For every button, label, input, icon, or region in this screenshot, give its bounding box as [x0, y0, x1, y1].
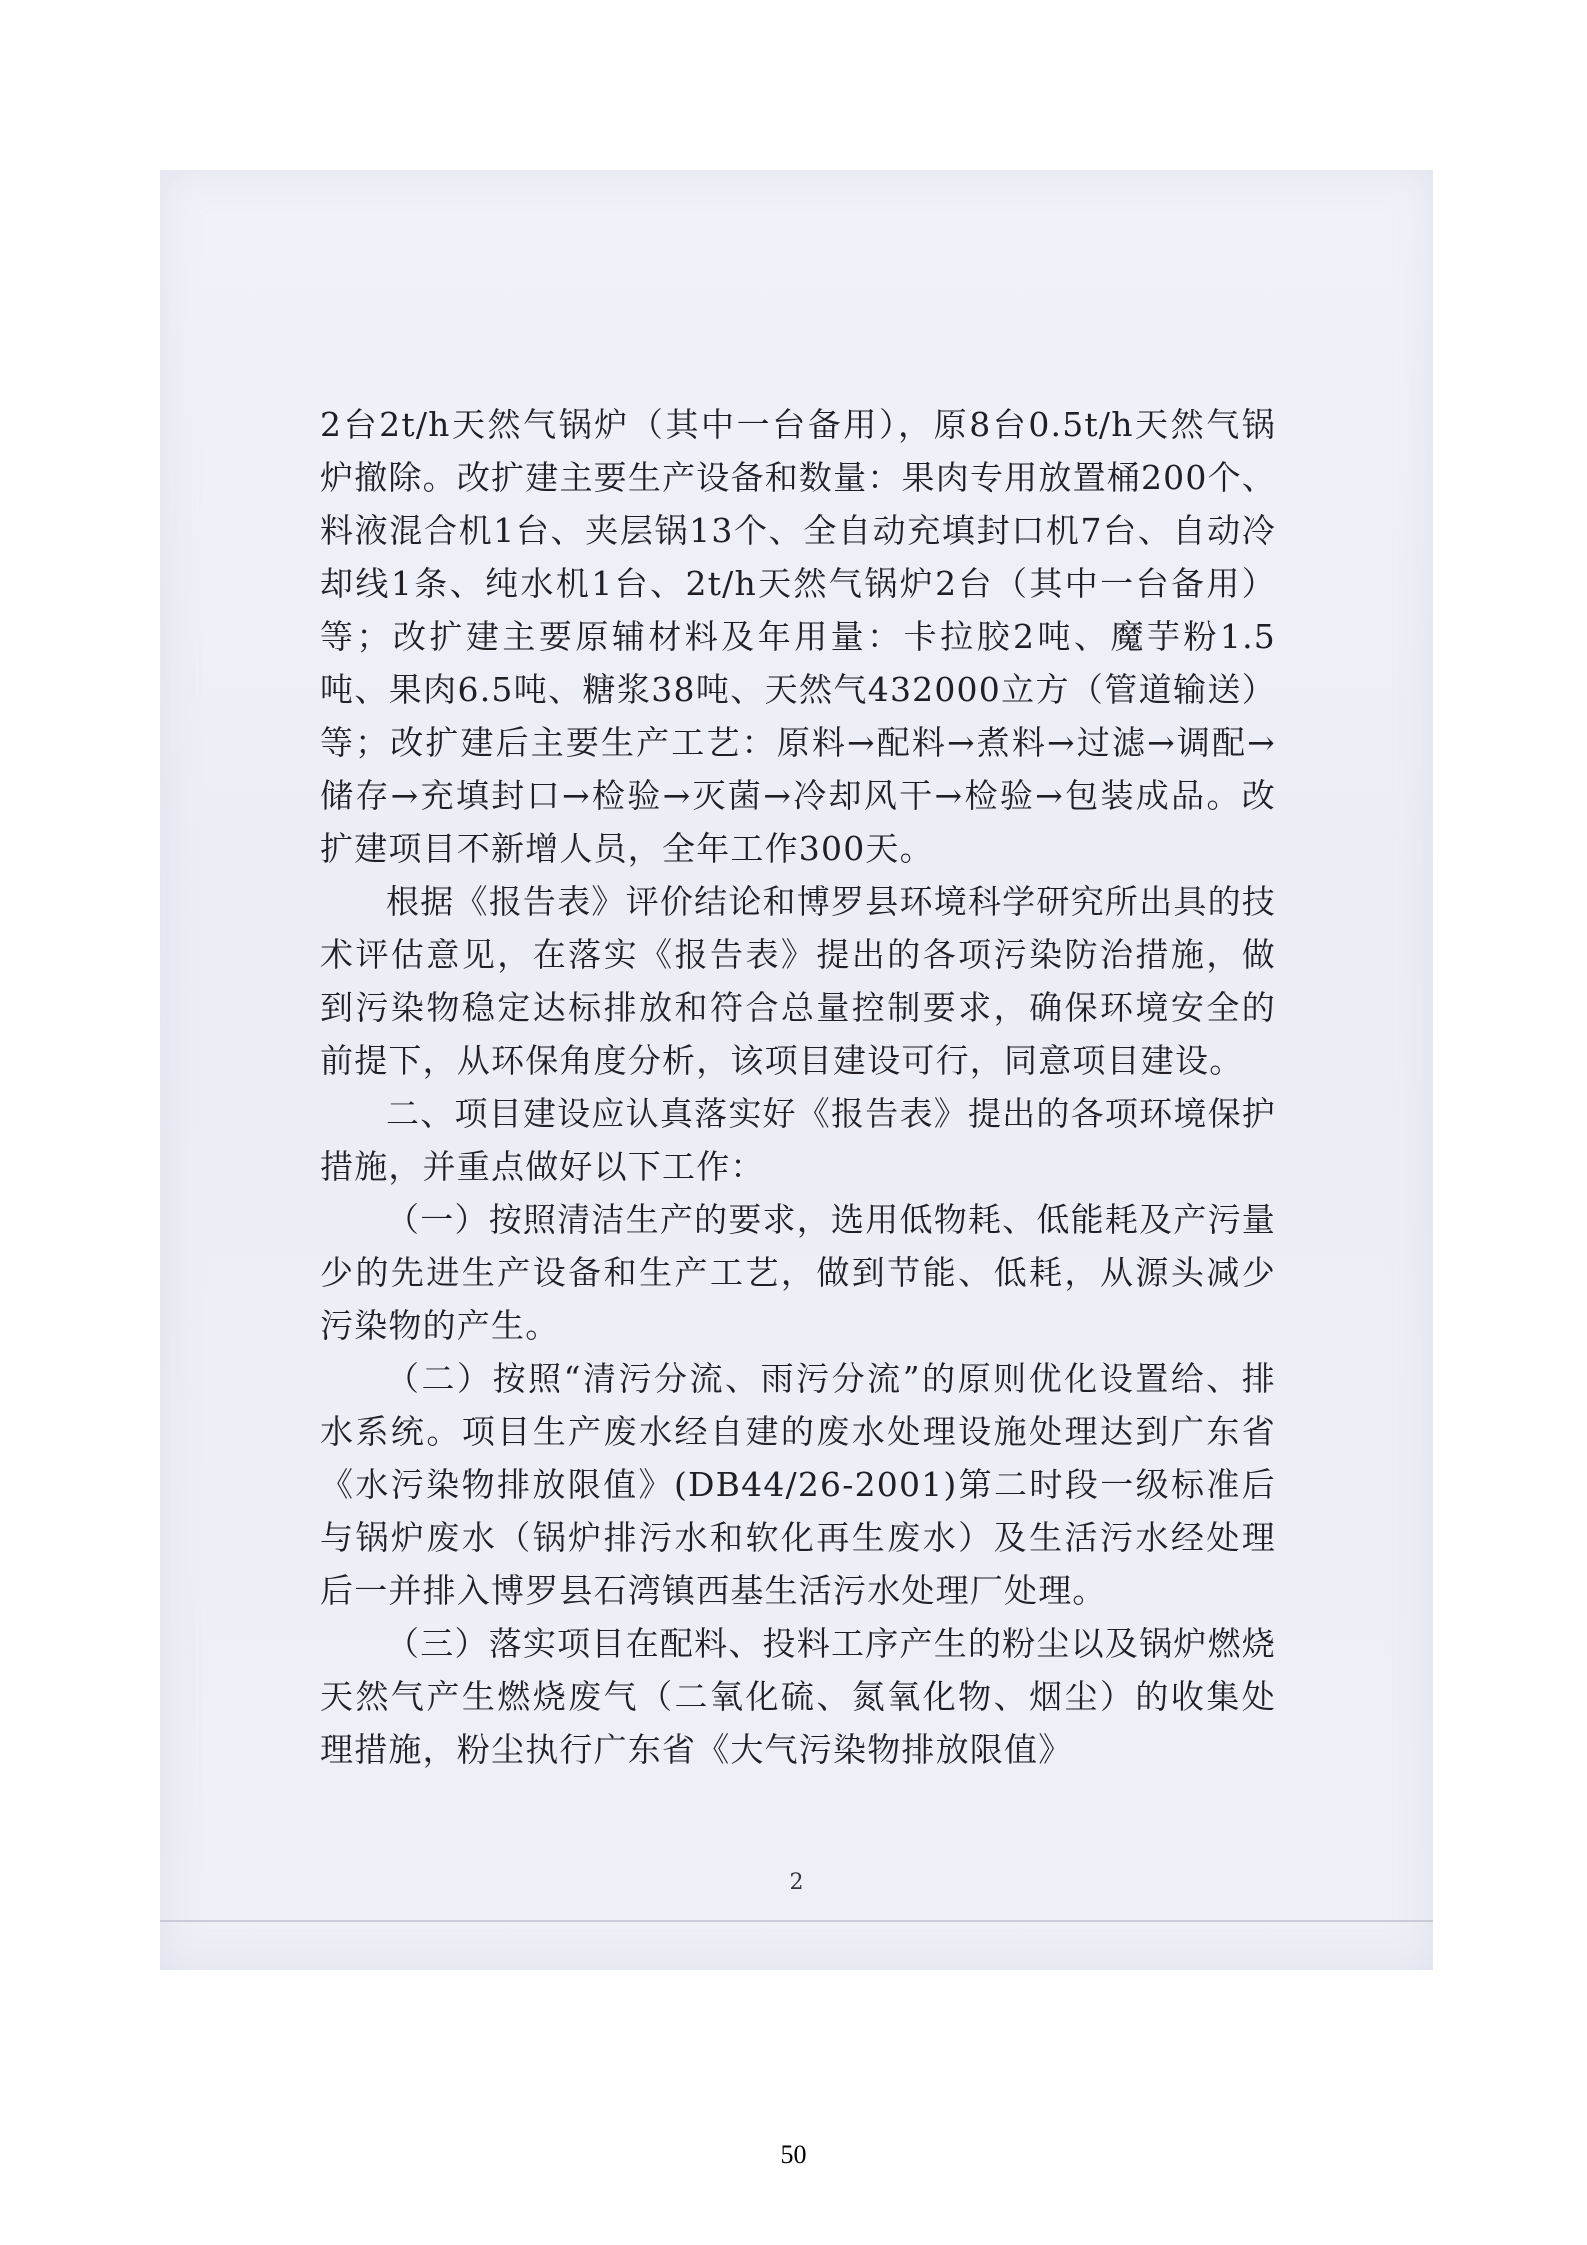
paragraph-6: （三）落实项目在配料、投料工序产生的粉尘以及锅炉燃烧天然气产生燃烧废气（二氧化硫、氮氧化物、烟尘）的收集处理措施，粉尘执行广东省《大气污染物排放限值》 [320, 1624, 1276, 1769]
scan-edge-divider [160, 1920, 1433, 1922]
paragraph-1: 2台2t/h天然气锅炉（其中一台备用），原8台0.5t/h天然气锅炉撤除。改扩建主要生产设备和数量：果肉专用放置桶200个、料液混合机1台、夹层锅13个、全自动充填封口机7台、自动冷却线1条、纯水机1台、2t/h天然气锅炉2台（其中一台备用）等；改扩建主要原辅材料及年用量：卡拉胶2吨、魔芋粉1.5吨、果肉6.5吨、糖浆38吨、天然气432000立方（管道输送）等；改扩建后主要生产工艺：原料→配料→煮料→过滤→调配→储存→充填封口→检验→灭菌→冷却风干→检验→包装成品。改扩建项目不新增人员，全年工作300天。 [320, 405, 1276, 868]
inner-page-number: 2 [789, 1870, 804, 1895]
page-number: 50 [780, 2140, 807, 2169]
paragraph-2: 根据《报告表》评价结论和博罗县环境科学研究所出具的技术评估意见，在落实《报告表》提出的各项污染防治措施，做到污染物稳定达标排放和符合总量控制要求，确保环境安全的前提下，从环保角度分析，该项目建设可行，同意项目建设。 [320, 882, 1276, 1080]
paragraph-5: （二）按照“清污分流、雨污分流”的原则优化设置给、排水系统。项目生产废水经自建的废水处理设施处理达到广东省《水污染物排放限值》(DB44/26-2001)第二时段一级标准后与锅炉废水（锅炉排污水和软化再生废水）及生活污水经处理后一并排入博罗县石湾镇西基生活污水处理厂处理。 [320, 1359, 1276, 1610]
scanned-page [160, 170, 1433, 1970]
paragraph-4: （一）按照清洁生产的要求，选用低物耗、低能耗及产污量少的先进生产设备和生产工艺，做到节能、低耗，从源头减少污染物的产生。 [320, 1200, 1276, 1345]
document-body [320, 398, 1276, 1776]
paragraph-3: 二、项目建设应认真落实好《报告表》提出的各项环境保护措施，并重点做好以下工作： [320, 1094, 1276, 1186]
